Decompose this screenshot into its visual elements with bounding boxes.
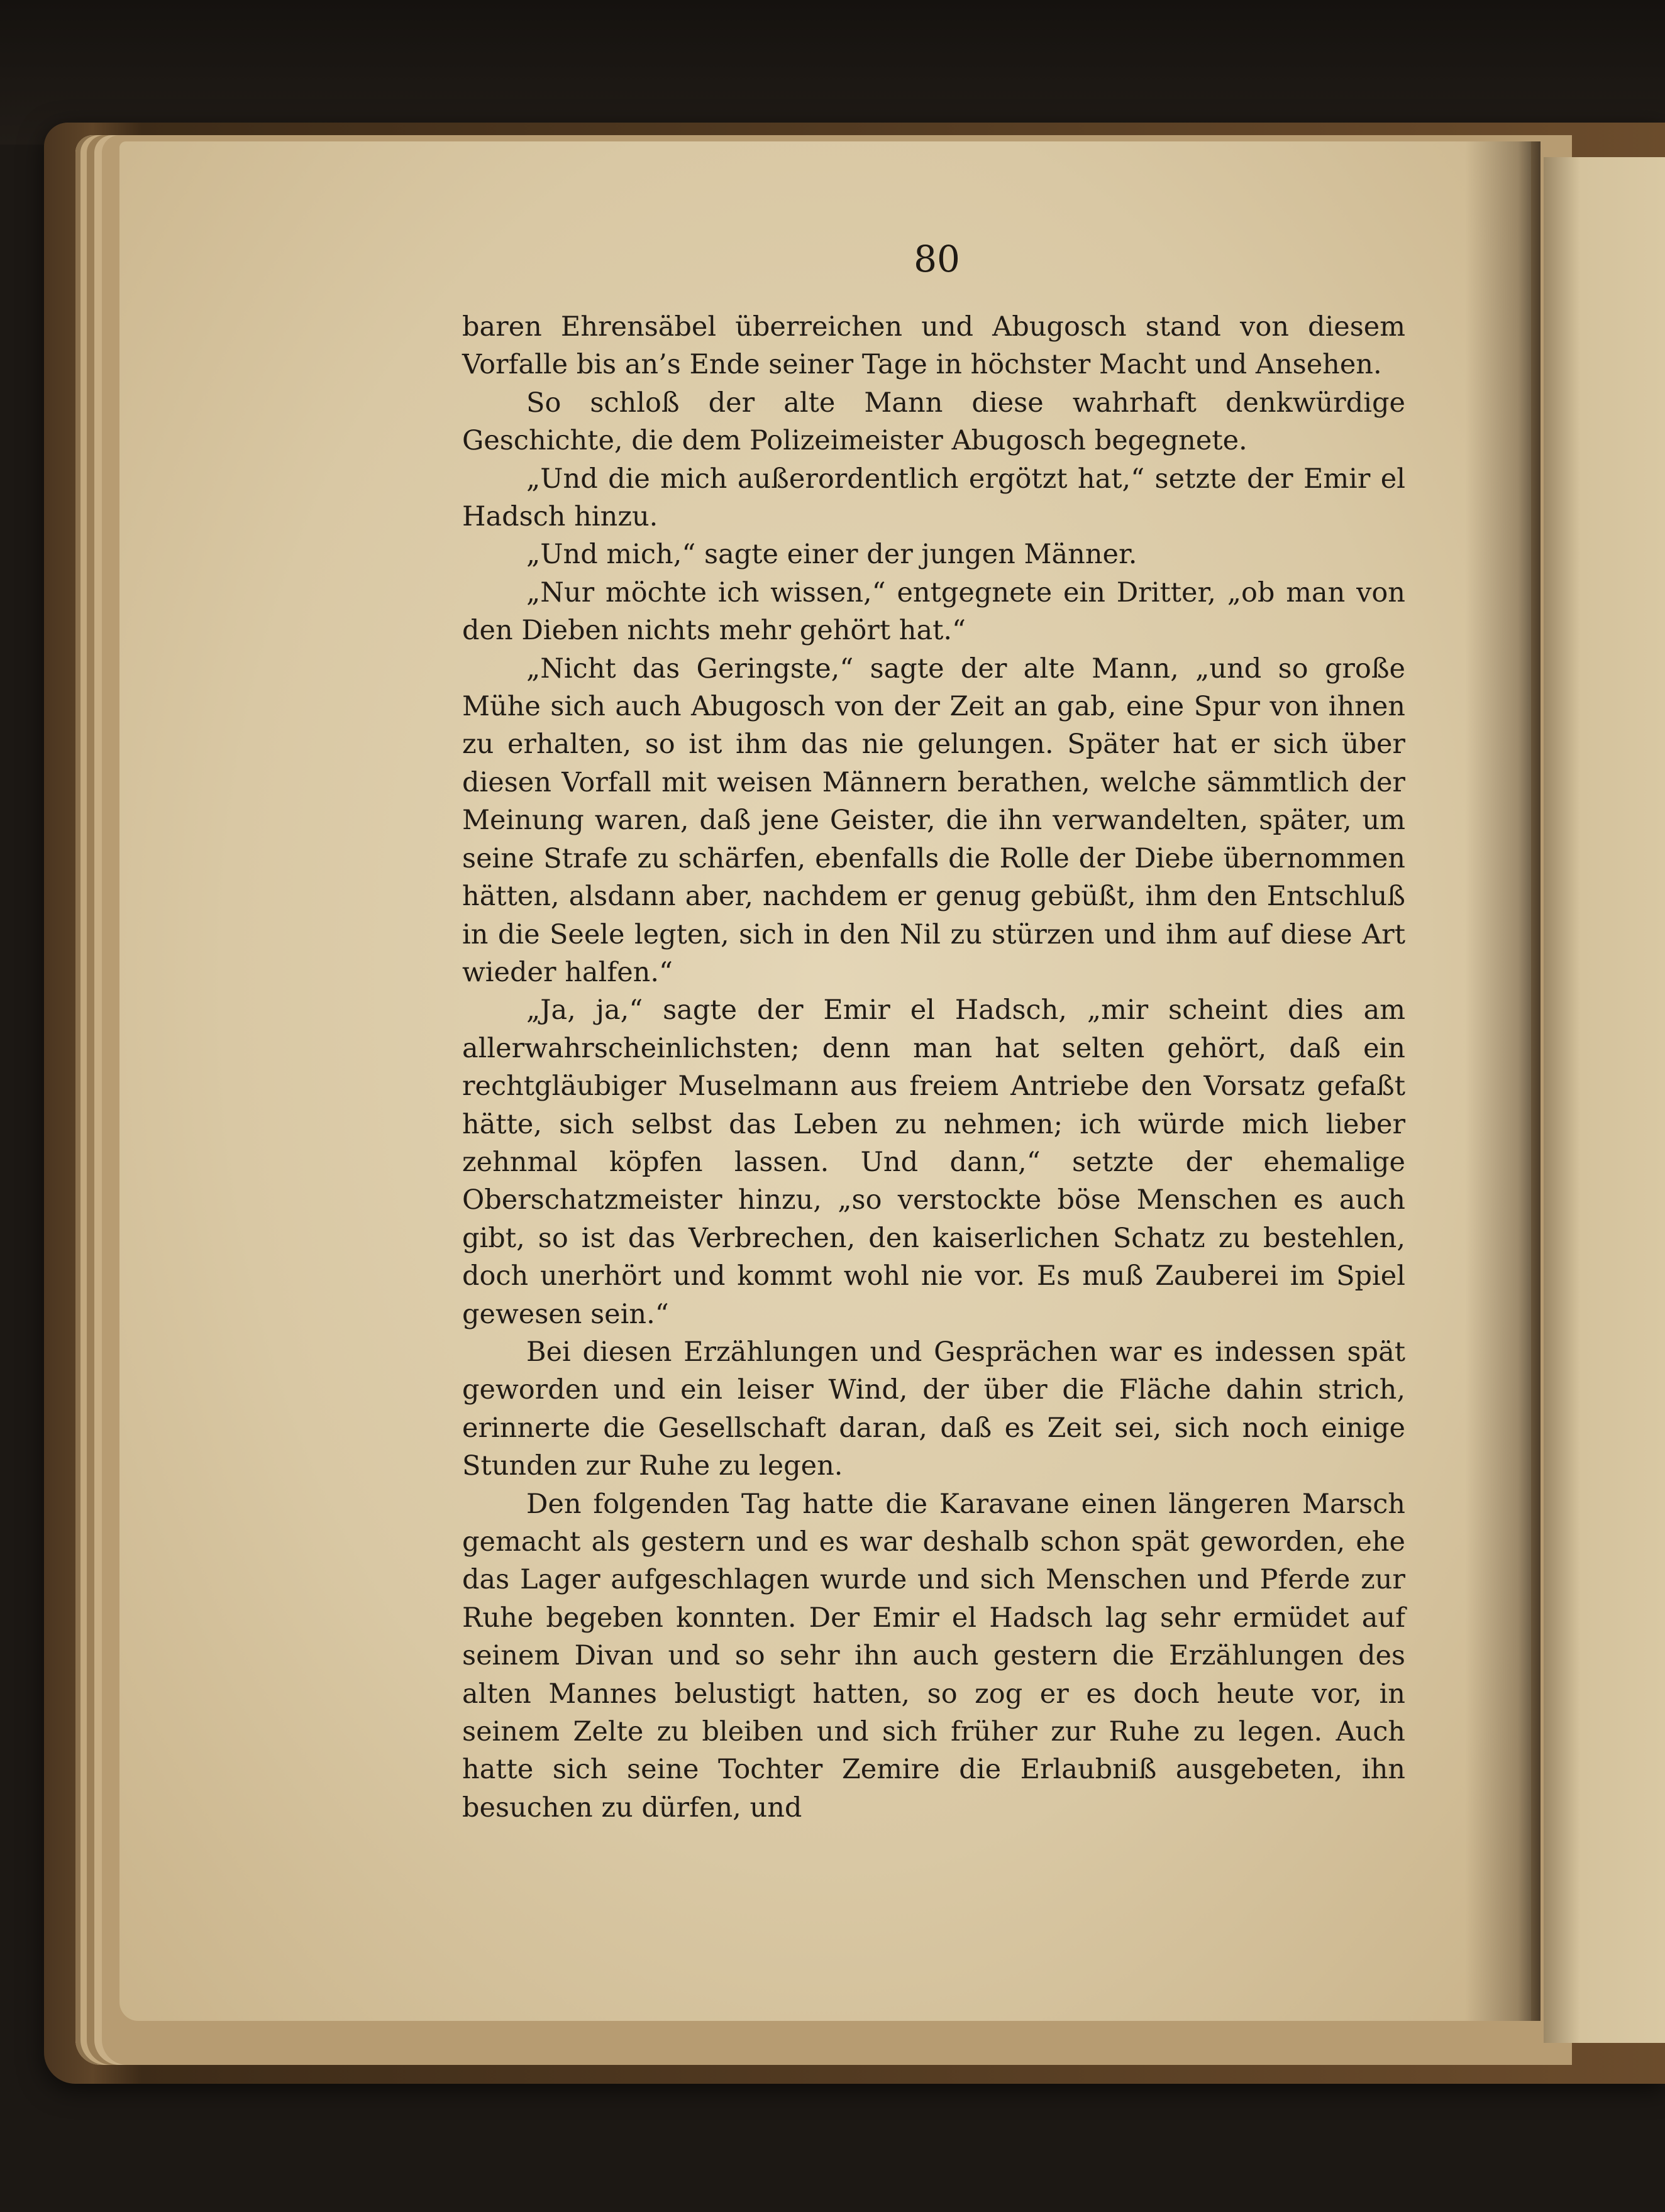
- paragraph: So schloß der alte Mann diese wahrhaft denkwürdige Geschichte, die dem Polizeimeister Abugosch begegnete.: [462, 387, 1405, 457]
- paragraph: Den folgenden Tag hatte die Karavane einen längeren Marsch gemacht als gestern und es war deshalb schon spät geworden, ehe das Lager aufgeschlagen wurde und sich Menschen und Pferde zur Ruhe begeben konnten. Der Emir el Hadsch lag sehr ermüdet auf seinem Divan und so sehr ihn auch gestern die Erzählungen des alten Mannes belustigt hatten, so zog er es doch heute vor, in seinem Zelte zu bleiben und sich früher zur Ruhe zu legen. Auch hatte sich seine Tochter Zemire die Erlaubniß ausgebeten, ihn besuchen zu dürfen, und: [462, 1488, 1405, 1824]
- paragraph: Bei diesen Erzählungen und Gesprächen war es indessen spät geworden und ein leiser Wind, der über die Fläche dahin strich, erinnerte die Gesellschaft daran, daß es Zeit sei, sich noch einige Stunden zur Ruhe zu legen.: [462, 1336, 1405, 1482]
- page-body-text: [462, 308, 1405, 1827]
- book-gutter: [1465, 141, 1541, 2021]
- paragraph: „Ja, ja,“ sagte der Emir el Hadsch, „mir scheint dies am allerwahrscheinlichsten; denn man hat selten gehört, daß ein rechtgläubiger Muselmann aus freiem Antriebe den Vorsatz gefaßt hätte, sich selbst das Leben zu nehmen; ich würde mich lieber zehnmal köpfen lassen. Und dann,“ setzte der ehemalige Oberschatzmeister hinzu, „so verstockte böse Menschen es auch gibt, so ist das Verbrechen, den kaiserlichen Schatz zu bestehlen, doch unerhört und kommt wohl nie vor. Es muß Zauberei im Spiel gewesen sein.“: [462, 994, 1405, 1330]
- paragraph: „Und die mich außerordentlich ergötzt hat,“ setzte der Emir el Hadsch hinzu.: [462, 463, 1405, 533]
- page-number: 80: [914, 238, 960, 280]
- paragraph: „Und mich,“ sagte einer der jungen Männer.: [526, 539, 1137, 571]
- paragraph: baren Ehrensäbel überreichen und Abugosch stand von diesem Vorfalle bis an’s Ende seiner Tage in höchster Macht und Ansehen.: [462, 311, 1405, 381]
- right-page-edge: [1544, 157, 1665, 2043]
- paragraph: „Nur möchte ich wissen,“ entgegnete ein Dritter, „ob man von den Dieben nichts mehr gehört hat.“: [462, 576, 1405, 647]
- paragraph: „Nicht das Geringste,“ sagte der alte Mann, „und so große Mühe sich auch Abugosch von der Zeit an gab, eine Spur von ihnen zu erhalten, so ist ihm das nie gelungen. Später hat er sich über diesen Vorfall mit weisen Männern berathen, welche sämmtlich der Meinung waren, daß jene Geister, die ihn verwandelten, später, um seine Strafe zu schärfen, ebenfalls die Rolle der Diebe übernommen hätten, alsdann aber, nachdem er genug gebüßt, ihm den Entschluß in die Seele legten, sich in den Nil zu stürzen und ihm auf diese Art wieder halfen.“: [462, 652, 1405, 988]
